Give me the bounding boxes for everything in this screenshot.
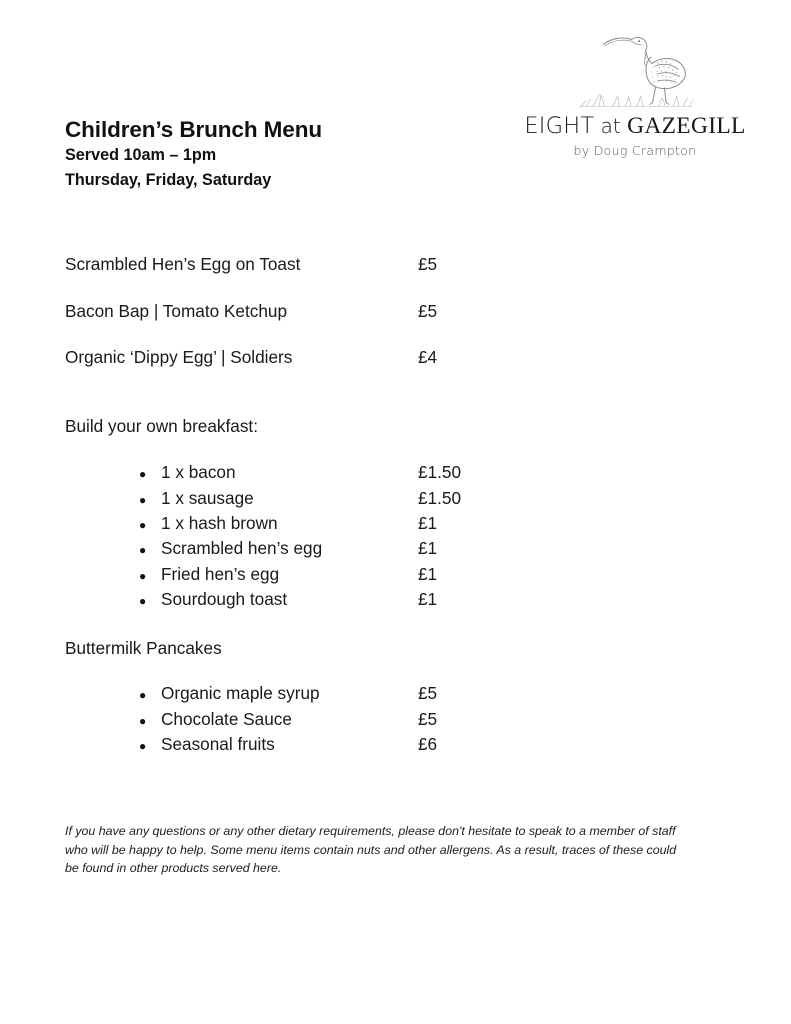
section-heading-build-your-own: Build your own breakfast: bbox=[65, 416, 258, 437]
menu-item-name: 1 x bacon bbox=[161, 462, 236, 483]
brand-word-eight: EIGHT bbox=[524, 113, 595, 139]
menu-item-price: £4 bbox=[418, 347, 438, 368]
menu-item-name: Chocolate Sauce bbox=[161, 708, 292, 729]
menu-item-name: Organic ‘Dippy Egg’ | Soldiers bbox=[65, 347, 293, 368]
curlew-bird-icon bbox=[573, 22, 697, 110]
menu-item-name: Bacon Bap | Tomato Ketchup bbox=[65, 300, 288, 321]
bullet-icon: ● bbox=[139, 568, 147, 583]
menu-item-name: 1 x sausage bbox=[161, 487, 254, 508]
brand-byline: by Doug Crampton bbox=[573, 142, 697, 158]
menu-item-name: 1 x hash brown bbox=[161, 512, 278, 533]
menu-item-price: £6 bbox=[418, 733, 438, 754]
brand-word-gazegill: GAZEGILL bbox=[627, 113, 746, 139]
menu-item-name: Sourdough toast bbox=[161, 588, 288, 609]
bullet-icon: ● bbox=[139, 713, 147, 728]
menu-item-price: £1 bbox=[418, 563, 438, 584]
menu-item-row bbox=[65, 349, 545, 366]
brand-logo bbox=[510, 22, 760, 158]
menu-item-name: Seasonal fruits bbox=[161, 733, 275, 754]
menu-item-price: £1.50 bbox=[418, 462, 462, 483]
menu-item-price: £1 bbox=[418, 588, 438, 609]
menu-item-price: £5 bbox=[418, 300, 438, 321]
allergen-disclaimer: If you have any questions or any other dietary requirements, please don't hesitate to speak to a member of staff who will be happy to help. Some menu items contain nuts and other allergens. As a result, traces of these could be found in other products served here. bbox=[65, 824, 677, 876]
list-item bbox=[65, 682, 545, 707]
menu-content bbox=[65, 256, 545, 758]
bullet-icon: ● bbox=[139, 492, 147, 507]
bullet-icon: ● bbox=[139, 593, 147, 608]
menu-item-name: Scrambled hen’s egg bbox=[161, 538, 323, 559]
menu-item-price: £5 bbox=[418, 254, 438, 274]
list-item bbox=[65, 512, 545, 537]
bullet-icon: ● bbox=[139, 738, 147, 753]
list-item bbox=[65, 733, 545, 758]
list-item bbox=[65, 588, 545, 613]
pancakes-list bbox=[65, 682, 545, 758]
menu-item-price: £1 bbox=[418, 512, 438, 533]
menu-item-name: Fried hen’s egg bbox=[161, 563, 280, 584]
menu-item-name: Scrambled Hen’s Egg on Toast bbox=[65, 254, 301, 274]
list-item bbox=[65, 487, 545, 512]
brand-word-at: at bbox=[594, 114, 628, 138]
list-item bbox=[65, 537, 545, 562]
list-item bbox=[65, 708, 545, 733]
page-title: Children’s Brunch Menu bbox=[65, 117, 322, 142]
brand-wordmark bbox=[510, 114, 760, 140]
list-item bbox=[65, 563, 545, 588]
service-hours: Served 10am – 1pm bbox=[65, 146, 217, 165]
build-your-own-list bbox=[65, 461, 545, 613]
menu-item-row bbox=[65, 300, 545, 321]
section-heading-pancakes: Buttermilk Pancakes bbox=[65, 638, 222, 659]
menu-item-price: £1.50 bbox=[418, 487, 462, 508]
bullet-icon: ● bbox=[139, 688, 147, 703]
list-item bbox=[65, 461, 545, 486]
menu-item-price: £1 bbox=[418, 538, 438, 559]
menu-item-row bbox=[65, 256, 545, 273]
bullet-icon: ● bbox=[139, 517, 147, 532]
menu-item-name: Organic maple syrup bbox=[161, 683, 320, 704]
bullet-icon: ● bbox=[139, 467, 147, 482]
menu-header bbox=[65, 117, 485, 192]
service-days: Thursday, Friday, Saturday bbox=[65, 171, 272, 190]
bullet-icon: ● bbox=[139, 543, 147, 558]
menu-item-price: £5 bbox=[418, 708, 438, 729]
menu-item-price: £5 bbox=[418, 683, 438, 704]
